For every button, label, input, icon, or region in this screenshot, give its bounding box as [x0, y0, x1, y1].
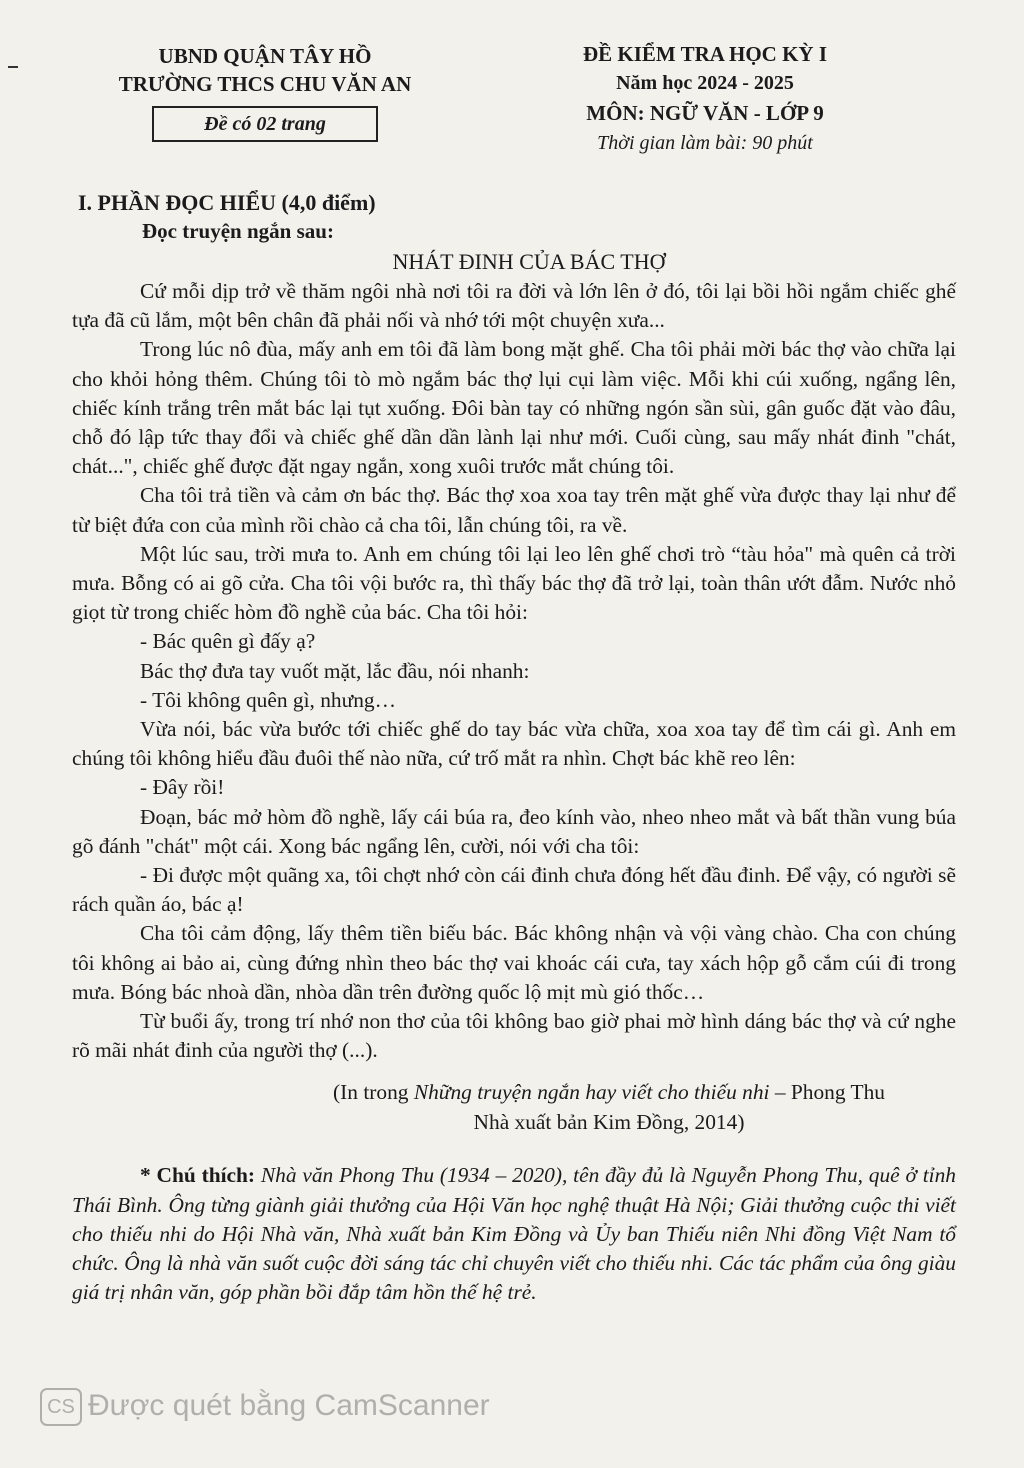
story-paragraph: Vừa nói, bác vừa bước tới chiếc ghế do tay bác vừa chữa, xoa xoa tay để tìm cái gì. Anh em chúng tôi không hiểu đầu đuôi thế nào nữa, cứ trố mắt ra nhìn. Chợt bác khẽ reo lên: — [72, 717, 956, 771]
school-name: TRƯỜNG THCS CHU VĂN AN — [118, 72, 412, 96]
story-paragraph: Một lúc sau, trời mưa to. Anh em chúng tôi lại leo lên ghế chơi trò “tàu hỏa" mà quên cả trời mưa. Bỗng có ai gõ cửa. Cha tôi vội bước ra, thì thấy bác thợ đã trở lại, toàn thân ướt đẫm. Nước nhỏ giọt từ trong chiếc hòm đồ nghề của bác. Cha tôi hỏi: — [72, 541, 956, 625]
dialogue-line: - Bác quên gì đấy ạ? — [140, 629, 316, 654]
subject: MÔN: NGỮ VĂN - LỚP 9 — [586, 101, 824, 125]
story-paragraph: - Đi được một quãng xa, tôi chợt nhớ còn cái đinh chưa đóng hết đầu đinh. Để vậy, có người sẽ rách quần áo, bác ạ! — [72, 863, 956, 917]
exam-info-block — [540, 38, 870, 158]
section-heading: I. PHẦN ĐỌC HIỂU (4,0 điểm) — [78, 190, 376, 215]
exam-title: ĐỀ KIỂM TRA HỌC KỲ I — [582, 42, 828, 66]
source-line — [262, 1077, 956, 1107]
watermark-text: Được quét bằng CamScanner — [88, 1389, 490, 1422]
note-text: Nhà văn Phong Thu (1934 – 2020), tên đầy đủ là Nguyễn Phong Thu, quê ở tỉnh Thái Bình. Ông từng giành giải thưởng của Hội Văn học nghệ thuật Hà Nội; Giải thưởng cuộc thi viết cho thiếu nhi do Hội Nhà văn, Nhà xuất bản Kim Đồng và Ủy ban Thiếu niên Nhi đồng Việt Nam tổ chức. Ông là nhà văn suốt cuộc đời sáng tác chỉ chuyên viết cho thiếu nhi. Các tác phẩm của ông giàu giá trị nhân văn, góp phần bồi đắp tâm hồn thế hệ trẻ. — [72, 1163, 957, 1305]
story-title: NHÁT ĐINH CỦA BÁC THỢ — [392, 249, 666, 274]
dialogue-line: - Đây rồi! — [140, 775, 225, 800]
author-note — [72, 1161, 956, 1307]
story-paragraph: Đoạn, bác mở hòm đồ nghề, lấy cái búa ra, đeo kính vào, nheo nheo mắt và bất thần vung búa gõ đánh "chát" một cái. Xong bác ngẩng lên, cười, nói với cha tôi: — [72, 804, 956, 858]
source-book: Những truyện ngắn hay viết cho thiếu nhi — [413, 1080, 770, 1105]
district-name: UBND QUẬN TÂY HỒ — [158, 44, 372, 68]
story-paragraph: Cha tôi trả tiền và cảm ơn bác thợ. Bác thợ xoa xoa tay trên mặt ghế vừa được thay lại như để từ biệt đứa con của mình rồi chào cả cha tôi, lẫn chúng tôi, ra về. — [72, 483, 956, 537]
page-count-box: Đề có 02 trang — [152, 106, 378, 142]
source-publisher: Nhà xuất bản Kim Đồng, 2014) — [473, 1110, 745, 1135]
school-year: Năm học 2024 - 2025 — [616, 72, 794, 94]
school-block — [100, 38, 430, 142]
story-source — [262, 1077, 956, 1137]
source-author: – Phong Thu — [769, 1080, 885, 1105]
note-label: * Chú thích: — [140, 1163, 256, 1188]
dialogue-line: - Tôi không quên gì, nhưng… — [140, 687, 396, 712]
story-paragraph: Cha tôi cảm động, lấy thêm tiền biếu bác. Bác không nhận và vội vàng chào. Cha con chúng tôi không ai bảo ai, cùng đứng nhìn theo bác thợ vai khoác cái cưa, tay xách hộp gỗ cắm cúi đi trong mưa. Bóng bác nhoà dần, nhòa dần trên đường quốc lộ mịt mù gió thốc… — [72, 921, 956, 1004]
story-paragraph: Bác thợ đưa tay vuốt mặt, lắc đầu, nói nhanh: — [140, 658, 530, 683]
time-limit: Thời gian làm bài: 90 phút — [597, 132, 813, 154]
scanner-watermark — [40, 1386, 490, 1426]
camscanner-logo-icon: CS — [40, 1388, 82, 1426]
reading-instruction: Đọc truyện ngắn sau: — [142, 219, 334, 243]
story-paragraph: Từ buổi ấy, trong trí nhớ non thơ của tôi không bao giờ phai mờ hình dáng bác thợ và cứ nghe rõ mãi nhát đinh của người thợ (...). — [72, 1009, 956, 1063]
source-prefix: (In trong — [333, 1080, 414, 1105]
exam-header — [0, 38, 1024, 168]
story-paragraph: Trong lúc nô đùa, mấy anh em tôi đã làm bong mặt ghế. Cha tôi phải mời bác thợ vào chữa lại cho khỏi hỏng thêm. Chúng tôi tò mò ngắm bác thợ lụi cụi làm việc. Mỗi khi cúi xuống, ngẩng lên, chiếc kính trắng trên mắt bác lại tụt xuống. Đôi bàn tay có những ngón sần sùi, gân guốc đặt vào đâu, chỗ đó lập tức thay đổi và chiếc ghế dần dần lành lại như mới. Cuối cùng, sau mấy nhát đinh "chát, chát...", chiếc ghế được đặt ngay ngắn, xong xuôi trước mắt chúng tôi. — [72, 337, 956, 479]
exam-body — [72, 188, 956, 1308]
story-paragraph: Cứ mỗi dịp trở về thăm ngôi nhà nơi tôi ra đời và lớn lên ở đó, tôi lại bồi hồi ngắm chiếc ghế tựa đã cũ lắm, một bên chân đã phải nối và nhớ tới một chuyện xưa... — [72, 279, 956, 333]
